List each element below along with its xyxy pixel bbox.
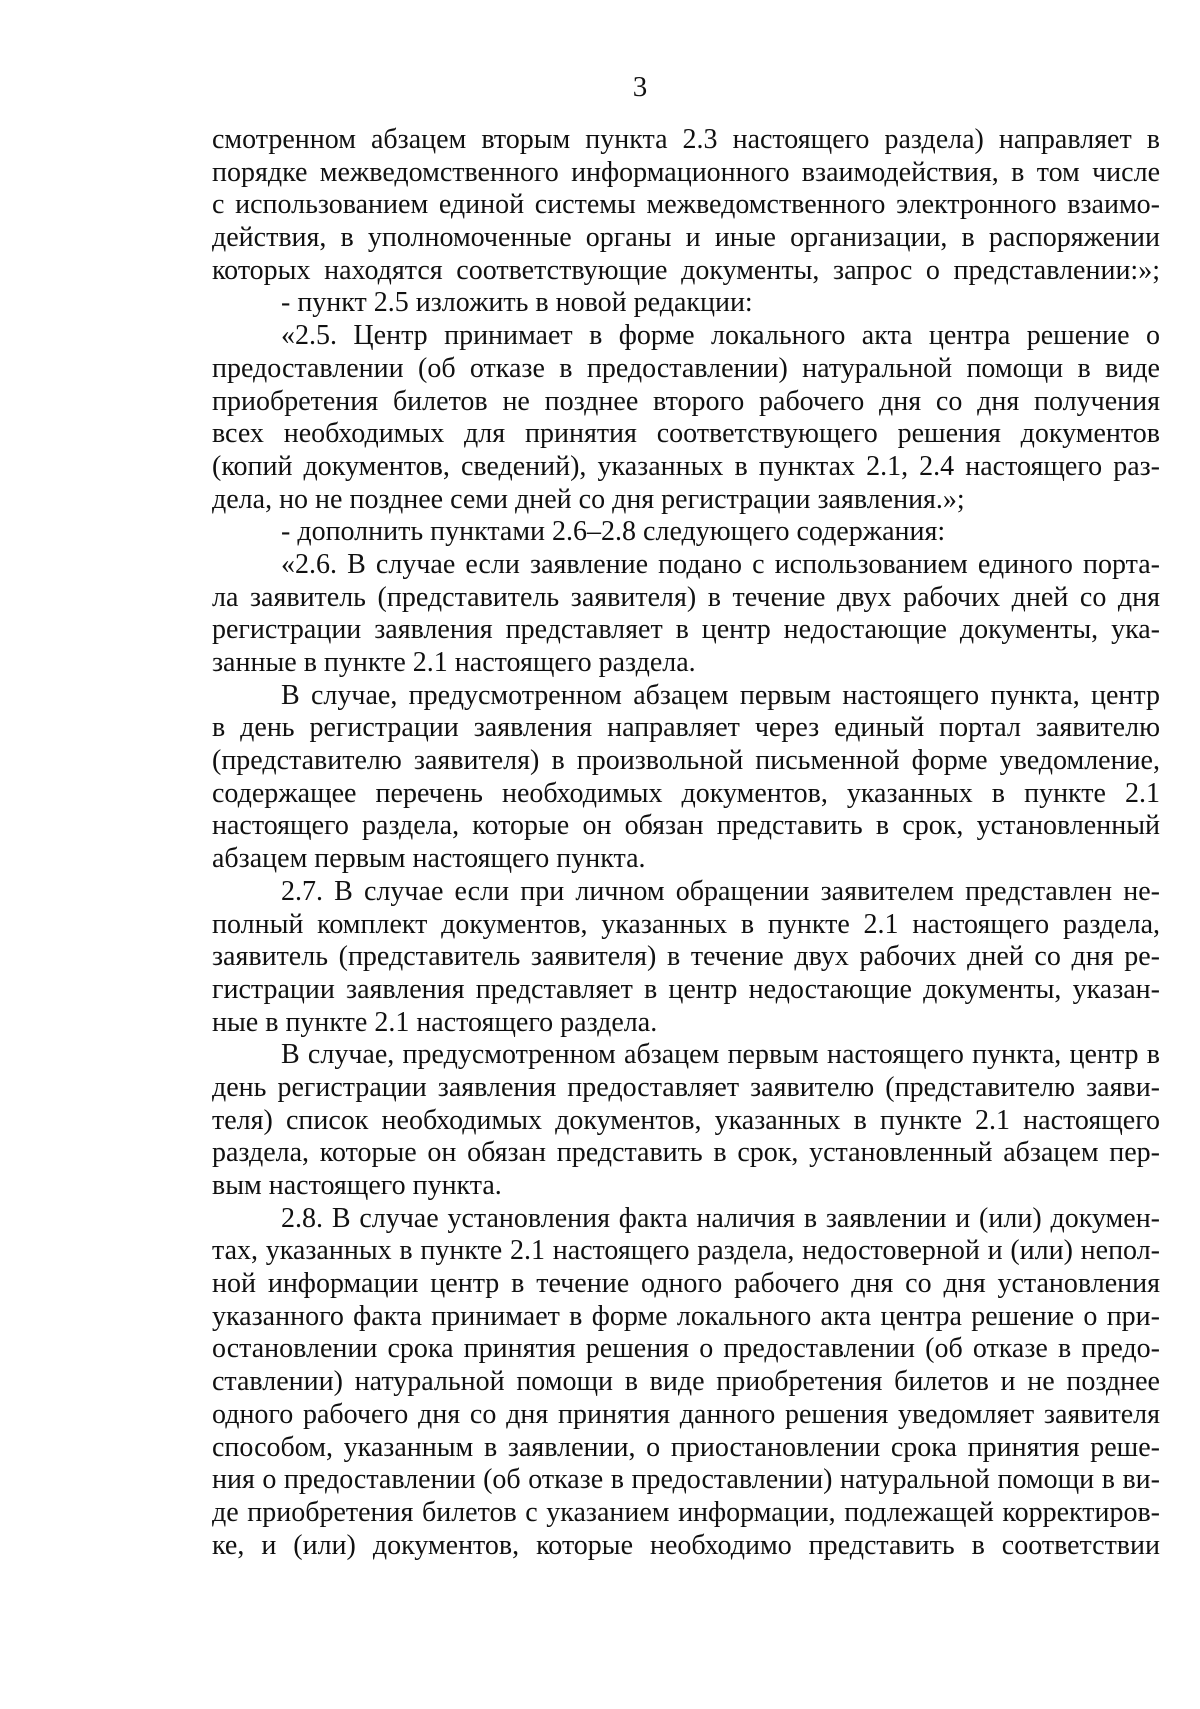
text-line: раздела, которые он обязан представить в срок, установленный абзацем пер- bbox=[212, 1137, 1160, 1169]
text-line: ла заявитель (представитель заявителя) в течение двух рабочих дней со дня bbox=[212, 581, 1160, 613]
text-line: 2.8. В случае установления факта наличия в заявлении и (или) докумен- bbox=[281, 1202, 1160, 1234]
text-line: «2.5. Центр принимает в форме локального акта центра решение о bbox=[281, 320, 1160, 352]
text-line: теля) список необходимых документов, указанных в пункте 2.1 настоящего bbox=[212, 1104, 1160, 1136]
text-line: ные в пункте 2.1 настоящего раздела. bbox=[212, 1006, 658, 1038]
text-line: (копий документов, сведений), указанных в пунктах 2.1, 2.4 настоящего раз- bbox=[212, 450, 1160, 482]
text-line: ставлении) натуральной помощи в виде приобретения билетов и не позднее bbox=[212, 1366, 1160, 1398]
text-line: смотренном абзацем вторым пункта 2.3 настоящего раздела) направляет в bbox=[212, 124, 1160, 155]
text-line: дела, но не позднее семи дней со дня регистрации заявления.»; bbox=[212, 483, 965, 515]
text-line: абзацем первым настоящего пункта. bbox=[212, 843, 646, 875]
text-line: занные в пункте 2.1 настоящего раздела. bbox=[212, 647, 696, 678]
text-line: которых находятся соответствующие документы, запрос о представлении:»; bbox=[212, 254, 1160, 286]
text-line: гистрации заявления представляет в центр недостающие документы, указан- bbox=[212, 973, 1160, 1005]
text-line: в день регистрации заявления направляет через единый портал заявителю bbox=[212, 712, 1160, 744]
text-line: содержащее перечень необходимых документов, указанных в пункте 2.1 bbox=[212, 777, 1160, 809]
text-line: - дополнить пунктами 2.6–2.8 следующего содержания: bbox=[281, 516, 946, 548]
text-line: одного рабочего дня со дня принятия данного решения уведомляет заявителя bbox=[212, 1398, 1160, 1430]
text-line: день регистрации заявления предоставляет заявителю (представителю заяви- bbox=[212, 1071, 1160, 1103]
text-line: В случае, предусмотренном абзацем первым настоящего пункта, центр в bbox=[281, 1039, 1160, 1071]
text-line: ния о предоставлении (об отказе в предоставлении) натуральной помощи в ви- bbox=[212, 1464, 1160, 1496]
text-line: приобретения билетов не позднее второго рабочего дня со дня получения bbox=[212, 385, 1160, 417]
text-line: настоящего раздела, которые он обязан представить в срок, установленный bbox=[212, 810, 1160, 842]
text-line: с использованием единой системы межведомственного электронного взаимо- bbox=[212, 189, 1160, 221]
page-number: 3 bbox=[632, 71, 648, 103]
text-line: всех необходимых для принятия соответствующего решения документов bbox=[212, 418, 1160, 450]
text-line: ке, и (или) документов, которые необходимо представить в соответствии bbox=[212, 1529, 1160, 1561]
text-line: тах, указанных в пункте 2.1 настоящего раздела, недостоверной и (или) непол- bbox=[212, 1235, 1160, 1267]
text-line: полный комплект документов, указанных в пункте 2.1 настоящего раздела, bbox=[212, 908, 1160, 940]
text-line: регистрации заявления представляет в центр недостающие документы, ука- bbox=[212, 614, 1160, 646]
text-line: способом, указанным в заявлении, о приостановлении срока принятия реше- bbox=[212, 1431, 1160, 1463]
text-line: порядке межведомственного информационного взаимодействия, в том числе bbox=[212, 156, 1160, 188]
text-line: указанного факта принимает в форме локального акта центра решение о при- bbox=[212, 1300, 1160, 1332]
text-line: (представителю заявителя) в произвольной письменной форме уведомление, bbox=[212, 745, 1160, 777]
text-line: остановлении срока принятия решения о предоставлении (об отказе в предо- bbox=[212, 1333, 1160, 1365]
text-line: вым настоящего пункта. bbox=[212, 1170, 502, 1201]
text-line: В случае, предусмотренном абзацем первым настоящего пункта, центр bbox=[281, 679, 1160, 711]
text-line: действия, в уполномоченные органы и иные организации, в распоряжении bbox=[212, 222, 1160, 254]
text-line: 2.7. В случае если при личном обращении заявителем представлен не- bbox=[281, 875, 1160, 907]
text-line: заявитель (представитель заявителя) в течение двух рабочих дней со дня ре- bbox=[212, 941, 1160, 973]
text-line: де приобретения билетов с указанием информации, подлежащей корректиров- bbox=[212, 1496, 1160, 1528]
text-line: ной информации центр в течение одного рабочего дня со дня установления bbox=[212, 1268, 1160, 1300]
text-line: «2.6. В случае если заявление подано с использованием единого порта- bbox=[281, 548, 1160, 580]
text-line: - пункт 2.5 изложить в новой редакции: bbox=[281, 287, 753, 319]
document-body bbox=[212, 124, 1160, 1562]
text-line: предоставлении (об отказе в предоставлении) натуральной помощи в виде bbox=[212, 352, 1160, 384]
